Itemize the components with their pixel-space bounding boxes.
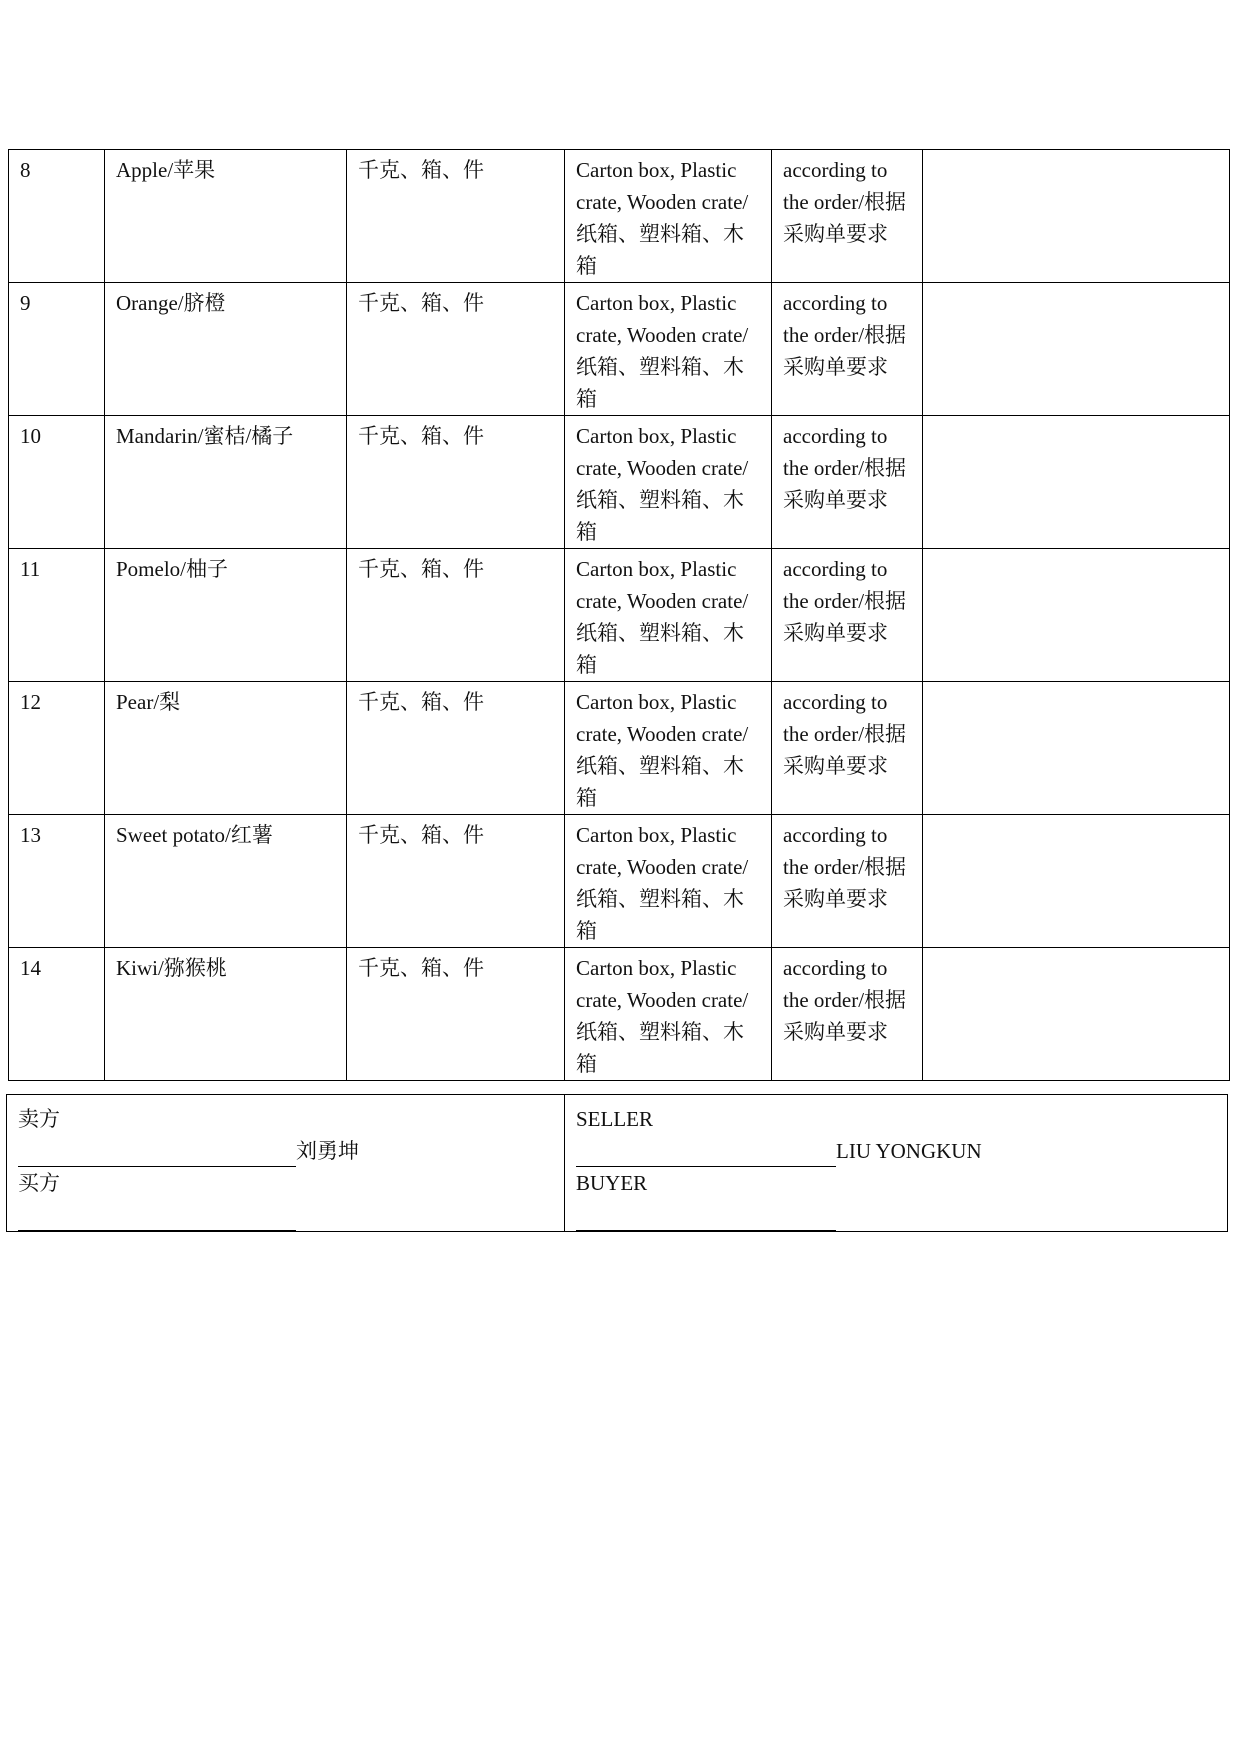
packing-cell: Carton box, Plastic crate, Wooden crate/纸箱、塑料箱、木箱 — [565, 682, 772, 815]
remark-cell — [923, 150, 1230, 283]
item-number-cell: 9 — [9, 283, 105, 416]
packing-cell: Carton box, Plastic crate, Wooden crate/纸箱、塑料箱、木箱 — [565, 815, 772, 948]
remark-cell — [923, 948, 1230, 1081]
quantity-cell: according to the order/根据采购单要求 — [772, 150, 923, 283]
unit-cell: 千克、箱、件 — [347, 150, 565, 283]
packing-cell: Carton box, Plastic crate, Wooden crate/纸箱、塑料箱、木箱 — [565, 150, 772, 283]
packing-cell: Carton box, Plastic crate, Wooden crate/纸箱、塑料箱、木箱 — [565, 283, 772, 416]
seller-label-en: SELLER — [576, 1107, 653, 1131]
product-name-cell: Sweet potato/红薯 — [105, 815, 347, 948]
remark-cell — [923, 416, 1230, 549]
signature-table — [6, 1094, 1228, 1232]
buyer-signature-line-cn — [18, 1199, 553, 1231]
quantity-cell: according to the order/根据采购单要求 — [772, 948, 923, 1081]
item-number-cell: 12 — [9, 682, 105, 815]
seller-signature-blank-en — [576, 1139, 836, 1167]
quantity-cell: according to the order/根据采购单要求 — [772, 682, 923, 815]
quantity-cell: according to the order/根据采购单要求 — [772, 549, 923, 682]
remark-cell — [923, 549, 1230, 682]
table-row — [9, 948, 1230, 1081]
seller-signature-line-cn — [18, 1135, 553, 1167]
remark-cell — [923, 682, 1230, 815]
remark-cell — [923, 283, 1230, 416]
product-name-cell: Apple/苹果 — [105, 150, 347, 283]
item-number-cell: 10 — [9, 416, 105, 549]
quantity-cell: according to the order/根据采购单要求 — [772, 283, 923, 416]
items-table-body — [9, 150, 1230, 1081]
buyer-signature-blank-cn — [18, 1203, 296, 1231]
seller-label-cn: 卖方 — [18, 1107, 60, 1131]
product-name-cell: Pomelo/柚子 — [105, 549, 347, 682]
item-number-cell: 8 — [9, 150, 105, 283]
packing-cell: Carton box, Plastic crate, Wooden crate/纸箱、塑料箱、木箱 — [565, 416, 772, 549]
signature-cell-chinese — [7, 1095, 565, 1232]
quantity-cell: according to the order/根据采购单要求 — [772, 815, 923, 948]
buyer-label-en: BUYER — [576, 1171, 648, 1195]
item-number-cell: 13 — [9, 815, 105, 948]
packing-cell: Carton box, Plastic crate, Wooden crate/纸箱、塑料箱、木箱 — [565, 549, 772, 682]
table-row — [9, 416, 1230, 549]
unit-cell: 千克、箱、件 — [347, 948, 565, 1081]
table-row — [9, 283, 1230, 416]
table-row — [9, 549, 1230, 682]
remark-cell — [923, 815, 1230, 948]
quantity-cell: according to the order/根据采购单要求 — [772, 416, 923, 549]
item-number-cell: 11 — [9, 549, 105, 682]
seller-signature-blank-cn — [18, 1139, 296, 1167]
product-name-cell: Orange/脐橙 — [105, 283, 347, 416]
item-number-cell: 14 — [9, 948, 105, 1081]
buyer-label-cn: 买方 — [18, 1171, 60, 1195]
product-name-cell: Mandarin/蜜桔/橘子 — [105, 416, 347, 549]
signature-cell-english — [565, 1095, 1228, 1232]
seller-signature-line-en — [576, 1135, 1216, 1167]
table-row — [9, 682, 1230, 815]
table-row — [9, 150, 1230, 283]
unit-cell: 千克、箱、件 — [347, 815, 565, 948]
buyer-signature-blank-en — [576, 1203, 836, 1231]
product-name-cell: Pear/梨 — [105, 682, 347, 815]
unit-cell: 千克、箱、件 — [347, 416, 565, 549]
unit-cell: 千克、箱、件 — [347, 283, 565, 416]
items-table — [8, 149, 1230, 1081]
buyer-signature-line-en — [576, 1199, 1216, 1231]
table-row — [9, 815, 1230, 948]
seller-name-cn: 刘勇坤 — [296, 1139, 359, 1163]
unit-cell: 千克、箱、件 — [347, 549, 565, 682]
unit-cell: 千克、箱、件 — [347, 682, 565, 815]
seller-name-en: LIU YONGKUN — [836, 1139, 982, 1163]
packing-cell: Carton box, Plastic crate, Wooden crate/纸箱、塑料箱、木箱 — [565, 948, 772, 1081]
product-name-cell: Kiwi/猕猴桃 — [105, 948, 347, 1081]
